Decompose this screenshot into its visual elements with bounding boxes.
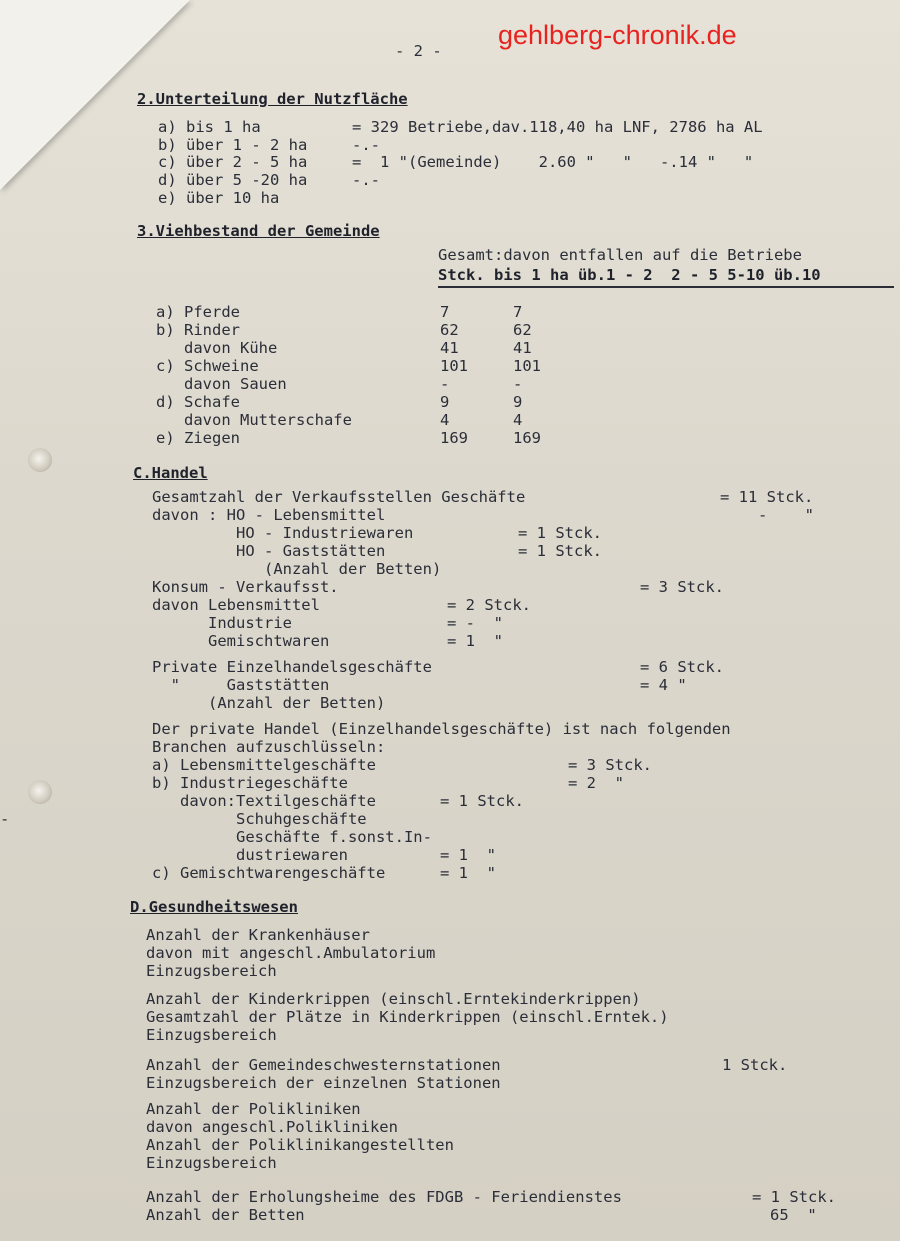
livestock-bis-1ha: 62 xyxy=(513,321,532,339)
livestock-total: 101 xyxy=(440,357,468,375)
livestock-label: a) Pferde xyxy=(156,303,240,321)
trade-line-value: = 1 Stck. xyxy=(518,542,602,560)
trade-line-label: Konsum - Verkaufsst. xyxy=(152,578,339,596)
trade-line-label: Geschäfte f.sonst.In- xyxy=(152,828,432,846)
health-line-label: Einzugsbereich xyxy=(146,1026,277,1044)
health-line-label: Anzahl der Erholungsheime des FDGB - Feriendienstes xyxy=(146,1188,622,1206)
health-line-label: Anzahl der Kinderkrippen (einschl.Erntekinderkrippen) xyxy=(146,990,641,1008)
livestock-total: 4 xyxy=(440,411,450,429)
livestock-label: davon Kühe xyxy=(156,339,278,357)
trade-line-label: davon:Textilgeschäfte xyxy=(152,792,376,810)
livestock-label: b) Rinder xyxy=(156,321,240,339)
farm-size-value: = 1 "(Gemeinde) 2.60 " " -.14 " " xyxy=(352,153,754,171)
trade-line-label: Der private Handel (Einzelhandelsgeschäfte) ist nach folgenden xyxy=(152,720,731,738)
watermark-text: gehlberg-chronik.de xyxy=(498,20,737,50)
trade-line-label: b) Industriegeschäfte xyxy=(152,774,348,792)
health-line-value: 1 Stck. xyxy=(722,1056,788,1074)
section-d-heading: D.Gesundheitswesen xyxy=(130,898,298,916)
livestock-col-header-2: Stck. bis 1 ha üb.1 - 2 2 - 5 5-10 üb.10 xyxy=(438,266,821,284)
trade-line-value: = 11 Stck. xyxy=(720,488,814,506)
trade-line-value: = 1 " xyxy=(447,632,503,650)
trade-line-label: dustriewaren xyxy=(152,846,348,864)
trade-line-value: - xyxy=(0,810,10,828)
trade-line-label: Schuhgeschäfte xyxy=(152,810,367,828)
trade-line-value: = 1 Stck. xyxy=(440,792,524,810)
health-line-label: Anzahl der Gemeindeschwesternstationen xyxy=(146,1056,501,1074)
health-line-label: davon angeschl.Polikliniken xyxy=(146,1118,398,1136)
livestock-bis-1ha: - xyxy=(513,375,523,393)
trade-line-value: = 3 Stck. xyxy=(640,578,724,596)
trade-line-label: Industrie xyxy=(152,614,292,632)
livestock-bis-1ha: 41 xyxy=(513,339,532,357)
livestock-label: c) Schweine xyxy=(156,357,259,375)
livestock-total: 62 xyxy=(440,321,459,339)
trade-line-value: = 2 Stck. xyxy=(447,596,531,614)
livestock-bis-1ha: 169 xyxy=(513,429,541,447)
trade-line-label: davon : HO - Lebensmittel xyxy=(152,506,386,524)
trade-line-value: = 6 Stck. xyxy=(640,658,724,676)
trade-line-label: " Gaststätten xyxy=(152,676,330,694)
farm-size-value: -.- xyxy=(352,136,380,154)
trade-line-value: = 2 " xyxy=(568,774,624,792)
health-line-value: = 1 Stck. xyxy=(752,1188,836,1206)
trade-line-label: c) Gemischtwarengeschäfte xyxy=(152,864,386,882)
health-line-label: davon mit angeschl.Ambulatorium xyxy=(146,944,436,962)
trade-line-label: HO - Gaststätten xyxy=(152,542,386,560)
farm-size-label: b) über 1 - 2 ha xyxy=(158,136,308,154)
health-line-label: Anzahl der Betten xyxy=(146,1206,305,1224)
trade-line-value: = 3 Stck. xyxy=(568,756,652,774)
punch-hole-top xyxy=(28,448,52,472)
livestock-col-header-1: Gesamt:davon entfallen auf die Betriebe xyxy=(438,246,802,264)
trade-line-value: = 1 " xyxy=(440,864,496,882)
trade-line-value: = 4 " xyxy=(640,676,687,694)
health-line-label: Anzahl der Krankenhäuser xyxy=(146,926,370,944)
trade-line-label: (Anzahl der Betten) xyxy=(152,560,442,578)
farm-size-label: c) über 2 - 5 ha xyxy=(158,153,308,171)
livestock-total: 169 xyxy=(440,429,468,447)
trade-line-label: (Anzahl der Betten) xyxy=(152,694,386,712)
farm-size-value: = 329 Betriebe,dav.118,40 ha LNF, 2786 ha AL xyxy=(352,118,763,136)
trade-line-value: = 1 Stck. xyxy=(518,524,602,542)
trade-line-label: Private Einzelhandelsgeschäfte xyxy=(152,658,432,676)
header-rule xyxy=(438,286,894,288)
farm-size-value: -.- xyxy=(352,171,380,189)
section-3-heading: 3.Viehbestand der Gemeinde xyxy=(137,222,380,240)
livestock-total: 9 xyxy=(440,393,450,411)
health-line-label: Einzugsbereich xyxy=(146,1154,277,1172)
livestock-bis-1ha: 7 xyxy=(513,303,523,321)
health-line-label: Gesamtzahl der Plätze in Kinderkrippen (einschl.Erntek.) xyxy=(146,1008,669,1026)
livestock-total: 7 xyxy=(440,303,450,321)
farm-size-label: d) über 5 -20 ha xyxy=(158,171,308,189)
trade-line-label: Branchen aufzuschlüsseln: xyxy=(152,738,386,756)
trade-line-value: = - " xyxy=(447,614,503,632)
livestock-total: 41 xyxy=(440,339,459,357)
section-c-heading: C.Handel xyxy=(133,464,208,482)
section-2-heading: 2.Unterteilung der Nutzfläche xyxy=(137,90,408,108)
trade-line-label: davon Lebensmittel xyxy=(152,596,320,614)
trade-line-value: = 1 " xyxy=(440,846,496,864)
livestock-bis-1ha: 9 xyxy=(513,393,523,411)
trade-line-label: Gesamtzahl der Verkaufsstellen Geschäfte xyxy=(152,488,526,506)
farm-size-label: e) über 10 ha xyxy=(158,189,280,207)
trade-line-label: a) Lebensmittelgeschäfte xyxy=(152,756,376,774)
livestock-bis-1ha: 4 xyxy=(513,411,523,429)
livestock-label: davon Mutterschafe xyxy=(156,411,352,429)
health-line-label: Anzahl der Poliklinikangestellten xyxy=(146,1136,454,1154)
livestock-label: d) Schafe xyxy=(156,393,240,411)
farm-size-label: a) bis 1 ha xyxy=(158,118,261,136)
trade-line-value: - " xyxy=(758,506,814,524)
page-number: - 2 - xyxy=(395,42,442,60)
trade-line-label: HO - Industriewaren xyxy=(152,524,414,542)
livestock-label: davon Sauen xyxy=(156,375,287,393)
livestock-label: e) Ziegen xyxy=(156,429,240,447)
livestock-total: - xyxy=(440,375,450,393)
health-line-label: Einzugsbereich xyxy=(146,962,277,980)
health-line-label: Anzahl der Polikliniken xyxy=(146,1100,361,1118)
health-line-value: 65 " xyxy=(770,1206,817,1224)
punch-hole-bottom xyxy=(28,780,52,804)
livestock-bis-1ha: 101 xyxy=(513,357,541,375)
health-line-label: Einzugsbereich der einzelnen Stationen xyxy=(146,1074,501,1092)
trade-line-label: Gemischtwaren xyxy=(152,632,330,650)
